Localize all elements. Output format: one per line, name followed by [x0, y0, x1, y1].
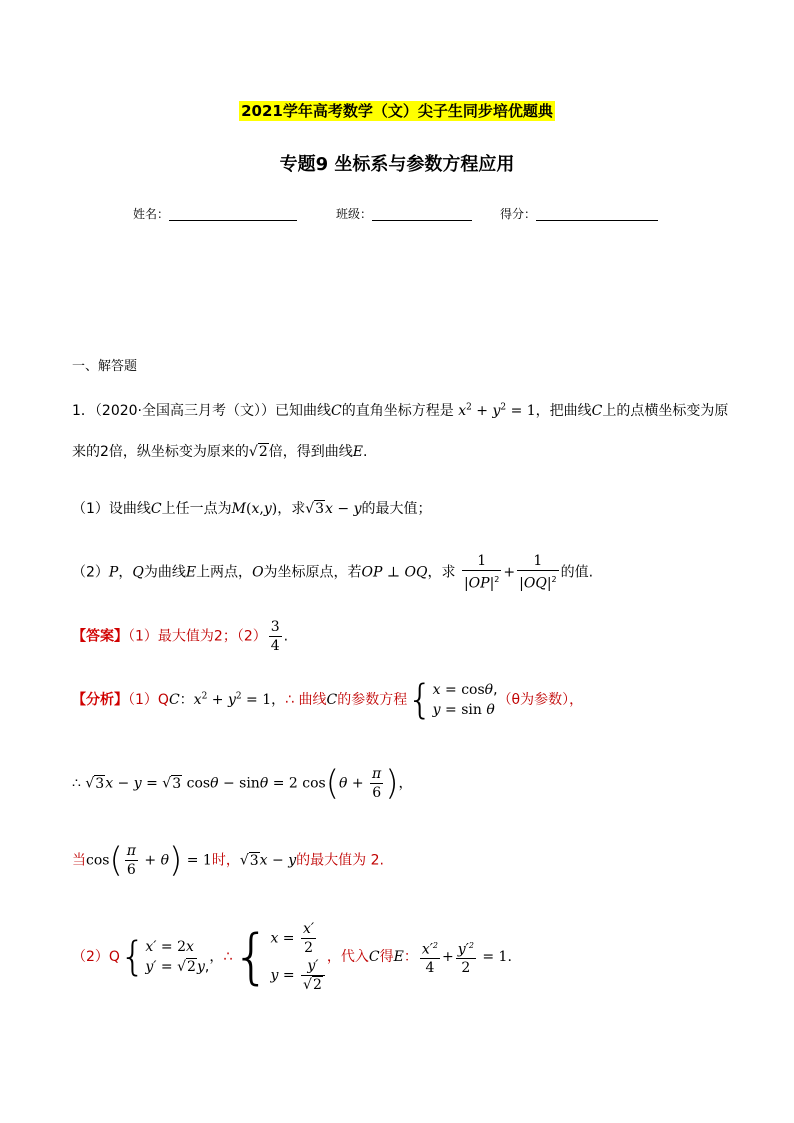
class-field[interactable]: 班级：: [336, 205, 472, 222]
name-field[interactable]: 姓名：: [133, 205, 297, 222]
header-banner: 2021学年高考数学（文）尖子生同步培优题典: [241, 102, 553, 120]
question-1-stem: 1．（2020·全国高三月考（文））已知曲线C的直角坐标方程是 $x^2 + y^2 = 1$，把曲线C上的点横坐标变为原: [72, 402, 729, 419]
analysis-line-2: ∴ √3x − y = √3 cosθ − sinθ = 2 cos(θ + $\frac{\pi}{6}$ )，: [72, 763, 413, 804]
analysis-line-3: 当cos( $\frac{\pi}{6}$ + θ) = 1时，√3x − y的最大值为 2.: [72, 840, 384, 881]
question-1-stem-cont: 来的2倍，纵坐标变为原来的√2倍，得到曲线E.: [72, 444, 368, 460]
answer-line: 【答案】（1）最大值为2；（2） $\frac{3}{4}$ .: [72, 619, 289, 654]
question-1-part-1: （1）设曲线C上任一点为M(x,y)，求√3x − y的最大值；: [72, 501, 432, 517]
question-1-part-2: （2）P，Q为曲线E上两点，O为坐标原点，若OP ⊥ OQ，求 $\frac{1}{|OP|^2}$ + $\frac{1}{|OQ|^2}$ 的值.: [72, 553, 594, 592]
score-field[interactable]: 得分：: [500, 205, 658, 222]
page-title: 专题9 坐标系与参数方程应用: [279, 154, 515, 175]
analysis-line-1: 【分析】（1）QC：$x^2 + y^2 = 1$，∴ 曲线C的参数方程{ x = cosθ, y = sin θ （θ为参数），: [72, 677, 584, 723]
section-heading: 一、解答题: [72, 359, 138, 374]
analysis-line-4: （2）Q{ x′ = 2x y′ = √2y, ，∴{ x = $\frac{x'}{2}$ y = $\frac{y'}{√2}$ ，代入C得E： $\frac{x'^2}{4}$ + $\frac{y'^2}{2}$ = 1.: [72, 921, 512, 993]
